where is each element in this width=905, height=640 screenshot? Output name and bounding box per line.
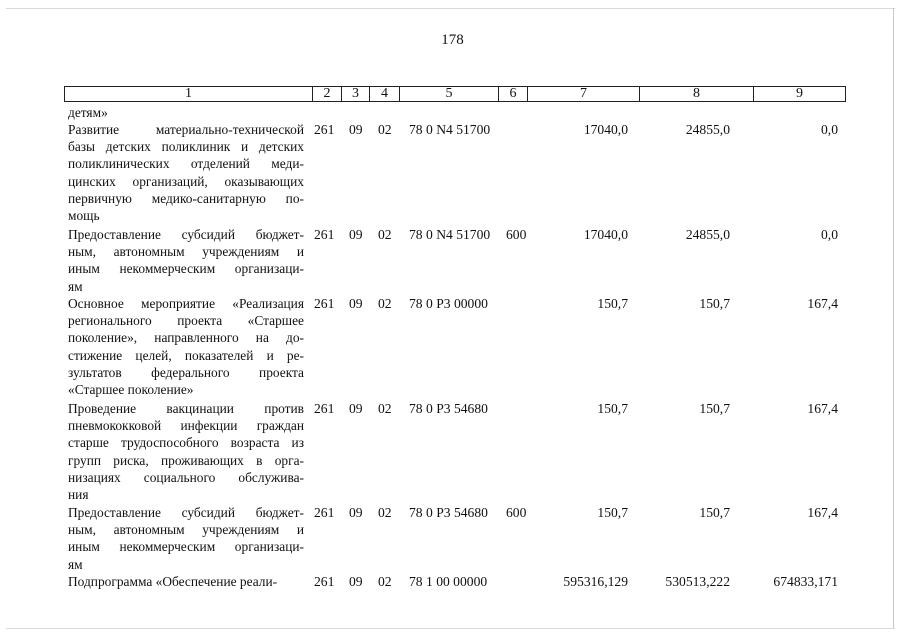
row-name-line: ным, автономным учреждениям и <box>68 244 304 260</box>
cell-col5: 78 0 P3 54680 <box>409 505 488 520</box>
row-name-line: пневмококковой инфекции граждан <box>68 418 304 434</box>
column-number-header <box>64 86 846 102</box>
cell-col8: 530513,222 <box>665 574 730 589</box>
row-name-line: иным некоммерческим организаци- <box>68 539 304 555</box>
cell-col8: 150,7 <box>699 401 730 416</box>
cell-col9: 167,4 <box>807 296 838 311</box>
cell-col3: 09 <box>349 296 363 311</box>
header-col-3: 3 <box>342 87 370 102</box>
cell-col2: 261 <box>314 505 335 520</box>
cell-col7: 595316,129 <box>563 574 628 589</box>
row-name-line: регионального проекта «Старшее <box>68 313 304 329</box>
cell-col4: 02 <box>378 401 392 416</box>
cell-col5: 78 0 P3 00000 <box>409 296 488 311</box>
row-name-line: мощь <box>68 207 100 223</box>
cell-col9: 0,0 <box>821 227 838 242</box>
header-col-1: 1 <box>65 87 313 102</box>
cell-col9: 167,4 <box>807 505 838 520</box>
cell-col7: 150,7 <box>597 296 628 311</box>
header-col-9: 9 <box>754 87 846 102</box>
cell-col8: 24855,0 <box>685 227 730 242</box>
row-name-line: Предоставление субсидий бюджет- <box>68 227 304 242</box>
row-name <box>68 226 304 295</box>
row-name <box>68 295 304 398</box>
cell-col2: 261 <box>314 574 335 589</box>
cell-col3: 09 <box>349 227 363 242</box>
header-col-4: 4 <box>370 87 400 102</box>
cell-col9: 674833,171 <box>773 574 838 589</box>
page-edge-right <box>893 8 894 628</box>
header-col-2: 2 <box>313 87 342 102</box>
cell-col7: 17040,0 <box>583 227 628 242</box>
page-edge-top <box>6 8 895 9</box>
row-name-line: базы детских поликлиник и детских <box>68 139 304 155</box>
row-name <box>68 573 304 590</box>
cell-col7: 150,7 <box>597 401 628 416</box>
row-name-line: иным некоммерческим организаци- <box>68 261 304 277</box>
cell-col4: 02 <box>378 122 392 137</box>
row-name-line: первичную медико-санитарную по- <box>68 190 304 206</box>
cell-col7: 17040,0 <box>583 122 628 137</box>
header-col-8: 8 <box>640 87 754 102</box>
row-name-line: Проведение вакцинации против <box>68 401 304 416</box>
row-name <box>68 400 304 503</box>
row-name-line: ям <box>68 556 83 572</box>
row-name-line: ям <box>68 278 83 294</box>
row-name-line: Предоставление субсидий бюджет- <box>68 505 304 520</box>
cell-col3: 09 <box>349 401 363 416</box>
header-col-7: 7 <box>528 87 640 102</box>
cell-col8: 24855,0 <box>685 122 730 137</box>
cell-col3: 09 <box>349 574 363 589</box>
cell-col4: 02 <box>378 296 392 311</box>
cell-col8: 150,7 <box>699 505 730 520</box>
row-name-line: групп риска, проживающих в орга- <box>68 452 304 468</box>
cell-col5: 78 0 N4 51700 <box>409 227 491 242</box>
cell-col2: 261 <box>314 401 335 416</box>
carryover-text <box>68 104 304 121</box>
cell-col9: 0,0 <box>821 122 838 137</box>
row-name-line: Подпрограмма «Обеспечение реали- <box>68 574 278 589</box>
cell-col2: 261 <box>314 122 335 137</box>
cell-col2: 261 <box>314 296 335 311</box>
cell-col4: 02 <box>378 227 392 242</box>
cell-col4: 02 <box>378 505 392 520</box>
row-name-line: зультатов федерального проекта <box>68 364 304 380</box>
row-name-line: «Старшее поколение» <box>68 381 194 397</box>
row-name-line: ным, автономным учреждениям и <box>68 522 304 538</box>
cell-col2: 261 <box>314 227 335 242</box>
cell-col5: 78 0 P3 54680 <box>409 401 488 416</box>
row-name-line: ния <box>68 486 89 502</box>
cell-col9: 167,4 <box>807 401 838 416</box>
row-name-line: поколение», направленного на до- <box>68 330 304 346</box>
row-name <box>68 121 304 224</box>
carryover-line: детям» <box>68 105 108 120</box>
cell-col7: 150,7 <box>597 505 628 520</box>
row-name-line: поликлинических отделений меди- <box>68 156 304 172</box>
cell-col4: 02 <box>378 574 392 589</box>
cell-col6: 600 <box>506 505 527 520</box>
row-name-line: цинских организаций, оказывающих <box>68 173 304 189</box>
cell-col5: 78 0 N4 51700 <box>409 122 491 137</box>
page-number: 178 <box>441 32 464 48</box>
row-name-line: низациях социального обслужива- <box>68 469 304 485</box>
header-col-6: 6 <box>499 87 528 102</box>
row-name-line: Развитие материально-технической <box>68 122 304 137</box>
cell-col5: 78 1 00 00000 <box>409 574 488 589</box>
cell-col6: 600 <box>506 227 527 242</box>
row-name <box>68 504 304 573</box>
row-name-line: Основное мероприятие «Реализация <box>68 296 304 311</box>
cell-col8: 150,7 <box>699 296 730 311</box>
row-name-line: стижение целей, показателей и ре- <box>68 347 304 363</box>
cell-col3: 09 <box>349 505 363 520</box>
cell-col3: 09 <box>349 122 363 137</box>
header-col-5: 5 <box>400 87 499 102</box>
row-name-line: старше трудоспособного возраста из <box>68 435 304 451</box>
page-edge-bottom <box>6 628 895 629</box>
